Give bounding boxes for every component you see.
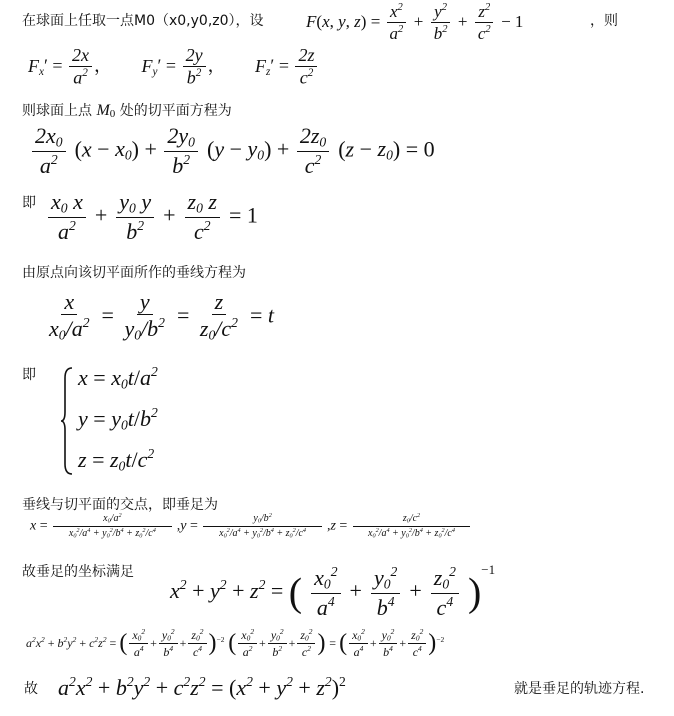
definition-F: F(x, y, z) = $\frac{x^2}{a^2}$ + $\frac{y^2}{b^2}$ + $\frac{z^2}{c^2}$ − 1 xyxy=(306,1,524,43)
foot-condition: $x^2 + y^2 + z^2$ = ( $\frac{x_0^2}{a^4}$ + $\frac{y_0^2}{b^4}$ + $\frac{z_0^2}{c^4}$ )$^{-1}$ xyxy=(170,562,496,620)
separator: ， xyxy=(207,55,226,76)
ji-label-2: 即 xyxy=(22,367,36,383)
param-z: $z = z_0t/c^2$ xyxy=(78,446,155,474)
text: 则球面上点 xyxy=(22,103,92,119)
separator: ， xyxy=(94,55,113,76)
plane-normal-form: $\frac{x_0 x}{a^2}$ + $\frac{y_0 y}{b^2}$ + $\frac{z_0 z}{c^2}$ = 1 xyxy=(46,190,258,243)
intro-suffix: ，则 xyxy=(590,13,618,29)
conclusion-prefix: 故 xyxy=(24,681,38,697)
foot-intro: 垂线与切平面的交点，即垂足为 xyxy=(22,497,218,513)
foot-coordinates: x = $\frac{x_0/a^2}{x_0^2/a^4 + y_0^2/b^4 + z_0^2/c^4}$ ,y = $\frac{y_0/b^2}{x_0^2/a^4 + y_0^2/b^4 + z_0^2/c^4}$ ,z = $\frac{z_0/c^2}{x_0^2/a^4 + y_0^2/b^4 + z_0^2/c^4}$ xyxy=(30,513,472,540)
foot-satisfies: 故垂足的坐标满足 xyxy=(22,564,134,580)
text: 处的切平面方程为 xyxy=(119,103,232,119)
partial-derivatives: $F_x'$ = $\frac{2x}{a^2}$ ， $F_y'$ = $\frac{2y}{b^2}$ ， $F_z'$ = $\frac{2z}{c^2}$ xyxy=(28,46,319,87)
perpendicular-equation: $\frac{x}{x_0/a^2}$ = $\frac{y}{y_0/b^2}$ = $\frac{z}{z_0/c^2}$ = t xyxy=(49,289,274,343)
tangent-plane-equation: $\frac{2x_0}{a^2}$ $(x - x_0)$ + $\frac{2y_0}{b^2}$ $(y - y_0)$ + $\frac{2z_0}{c^2}$ $(z - z_0) = 0$ xyxy=(30,124,435,177)
intro-text xyxy=(22,10,264,30)
conclusion-suffix: 就是垂足的轨迹方程. xyxy=(514,681,645,697)
param-x: $x = x_0t/a^2$ xyxy=(78,364,158,392)
ji-label-1: 即 xyxy=(22,195,36,211)
perpendicular-intro: 由原点向该切平面所作的垂线方程为 xyxy=(22,265,246,281)
derivation-line: $a^2x^2 + b^2y^2 + c^2z^2$ = ( $\frac{x_0^2}{a^4}$ + $\frac{y_0^2}{b^4}$ + $\frac{z_0^2}{c^4}$ )$^{-2}$ ( $\frac{x_0^2}{a^2}$ + $\frac{y_0^2}{b^2}$ + $\frac{z_0^2}{c^2}$ ) = ( $\frac{x_0^2}{a^4}$ + $\frac{y_0^2}{b^4}$ + $\frac{z_0^2}{c^4}$ )$^{-2}$ xyxy=(26,627,445,660)
param-y: $y = y_0t/b^2$ xyxy=(78,405,158,433)
intro-prefix: 在球面上任取一点M0（x0,y0,z0），设 xyxy=(22,13,264,29)
brace-icon xyxy=(60,366,74,480)
tangent-plane-intro: 则球面上点 M0 处的切平面方程为 xyxy=(22,102,232,120)
locus-equation: $a^2x^2 + b^2y^2 + c^2z^2 = (x^2 + y^2 + z^2)^2$ xyxy=(58,674,346,700)
